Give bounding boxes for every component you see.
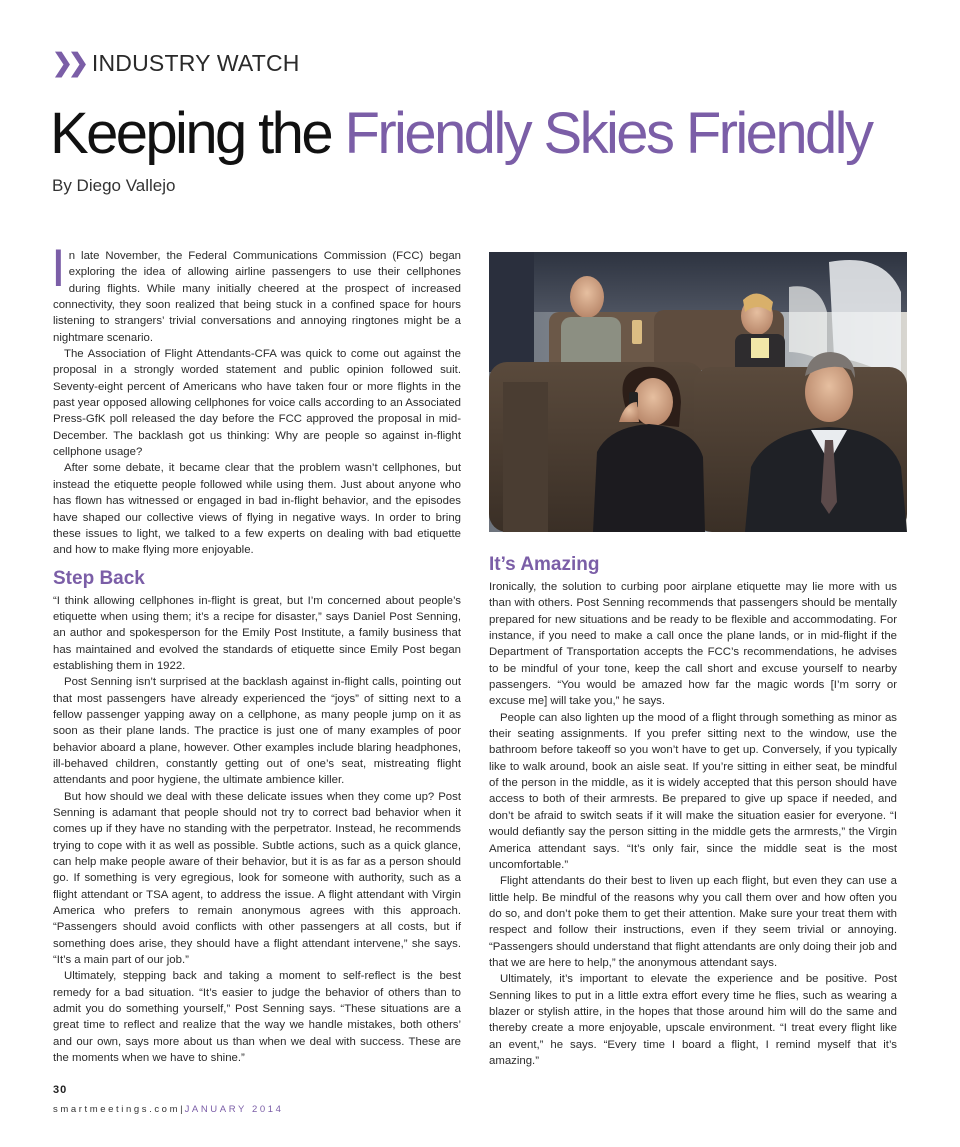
footer-separator: |: [180, 1104, 183, 1115]
its-amazing-paragraph-2: People can also lighten up the mood of a flight through something as minor as their seating assignments. If you prefer sitting next to the window, use the bathroom before takeoff so you won’t have to get up. Conversely, if you typically like to walk around, book an aisle seat. If you’re sitting in either seat, be mindful of the person in the middle, as it is widely accepted that this person should have access to both of their armrests. Be prepared to give up space if needed, and don’t be afraid to switch seats if it will make the situation easier for everyone. “I would defiantly say the person sitting in the middle gets the armrests,” the Virgin America attendant says. “It’s only fair, since the middle seat is the most uncomfortable.”: [489, 711, 897, 871]
footer-issue: JANUARY 2014: [184, 1104, 284, 1115]
page-number: 30: [53, 1084, 68, 1096]
its-amazing-paragraph-1: Ironically, the solution to curbing poor airplane etiquette may lie more with us than with others. Post Senning recommends that passengers should be mentally prepared for new situations and be ready to be flexible and accommodating. For instance, if you need to make a call once the plane lands, or in mid-flight if the Department of Transportation accepts the FCC’s recommendations, he advises to be mindful of your tone, keep the call short and excuse yourself to nearby passengers. “You would be amazed how far the magic words [I’m sorry or excuse me] will take you,” he says.: [489, 581, 897, 708]
step-back-paragraph-3: But how should we deal with these delicate issues when they come up? Post Senning is adamant that people should not try to correct bad behavior when it comes up if they have no standing with the perpetrator. Instead, he recommends trying to cope with it as well as possible. Subtle actions, such as a quick glance, can help make people aware of their behavior, but it is as far as a person should go. If something is very egregious, look for someone with authority, such as a flight attendant or TSA agent, to address the issue. A flight attendant with Virgin America who prefers to remain anonymous agrees with this approach. “Passengers should avoid conflicts with other passengers at all costs, but if something does arise, they should have a flight attendant intervene,” she says. “It’s a main part of our job.”: [53, 790, 461, 967]
article-column-right: [489, 554, 897, 1069]
page-footer: [53, 1104, 284, 1115]
headline-part2: Friendly Skies Friendly: [344, 101, 872, 166]
section-kicker: [52, 48, 300, 78]
step-back-paragraph-1: “I think allowing cellphones in-flight is great, but I’m concerned about people’s etiquette when using them; it’s a recipe for disaster,” says Daniel Post Senning, an author and spokesperson for the Emily Post Institute, a family business that has maintained and evolved the standards of etiquette since Emily Post began establishing them in 1922.: [53, 594, 461, 672]
step-back-paragraph-4: Ultimately, stepping back and taking a moment to self-reflect is the best remedy for a bad situation. “It’s easier to judge the behavior of others than to admit you do something yourself,” Post Senning says. “These situations are a great time to reflect and realize that the way we handle mistakes, both others’ and our own, says more about us than when we deal with success. These are the moments when we have to shine.”: [53, 970, 461, 1065]
its-amazing-paragraph-4: Ultimately, it’s important to elevate the experience and be positive. Post Senning likes to put in a little extra effort every time he flies, such as wearing a blazer or stylish attire, in the hopes that those around him will do the same and thereby create a more enjoyable, upscale environment. “I treat every flight like an event,” he says. “Every time I board a flight, I remind myself that it’s amazing.”: [489, 973, 897, 1067]
step-back-paragraph-2: Post Senning isn’t surprised at the backlash against in-flight calls, pointing out that most passengers have already experienced the “joys” of sitting next to a fellow passenger yapping away on a cellphone, as many people jump on it as soon as their plane lands. The practice is just one of many examples of poor behavior aboard a plane, however. Other examples include blaring headphones, ill-behaved children, constantly getting out of one’s seat, mistreating flight attendants and poor hygiene, the ultimate ambience killer.: [53, 676, 461, 787]
intro-paragraph-3: After some debate, it became clear that the problem wasn’t cellphones, but instead the etiquette people followed while using them. Just about anyone who has flown has witnessed or engaged in bad in-flight behavior, and the episodes have shaped our collective views of flying in negative ways. In order to bring these issues to light, we talked to a few experts on dealing with bad etiquette and how to make flying more enjoyable.: [53, 462, 461, 557]
section-label: INDUSTRY WATCH: [91, 49, 300, 76]
intro-paragraph-1: In late November, the Federal Communications Commission (FCC) began exploring the idea of allowing airline passengers to use their cellphones during flights. While many initially cheered at the prospect of increased connectivity, they soon realized that being stuck in a confined space for hours listening to strangers’ trivial conversations and annoying ringtones might be a nightmare scenario.: [51, 239, 461, 344]
subhead-its-amazing: It’s Amazing: [489, 554, 600, 575]
headline-part1: Keeping the: [50, 101, 345, 166]
article-column-left: [51, 239, 461, 1067]
its-amazing-paragraph-3: Flight attendants do their best to liven up each flight, but even they can use a little help. Be mindful of the reasons why you call them over and how often you do so, and don’t poke them to get their attention. Make sure your treat them with respect and follow their instructions, even if they seem trivial or annoying. “Passengers should understand that flight attendants are only doing their job and that we are here to help,” the anonymous attendant says.: [489, 875, 897, 969]
footer-site: smartmeetings.com: [53, 1104, 181, 1115]
article-headline: [50, 100, 871, 167]
subhead-step-back: Step Back: [53, 567, 145, 589]
airplane-cabin-photo: [489, 252, 907, 532]
drop-cap: I: [51, 239, 66, 298]
intro-paragraph-2: The Association of Flight Attendants-CFA was quick to come out against the proposal in a strongly worded statement and public opinion followed suit. Seventy-eight percent of Americans who have taken four or more flights in the past year opposed allowing cellphones for voice calls according to an Associated Press-GfK poll released the day before the FCC approved the proposal in mid-December. The backlash got us thinking: Why are people so against in-flight cellphone usage?: [53, 348, 461, 459]
byline: By Diego Vallejo: [52, 176, 176, 195]
double-chevron-right-icon: ❯❯: [52, 49, 84, 77]
